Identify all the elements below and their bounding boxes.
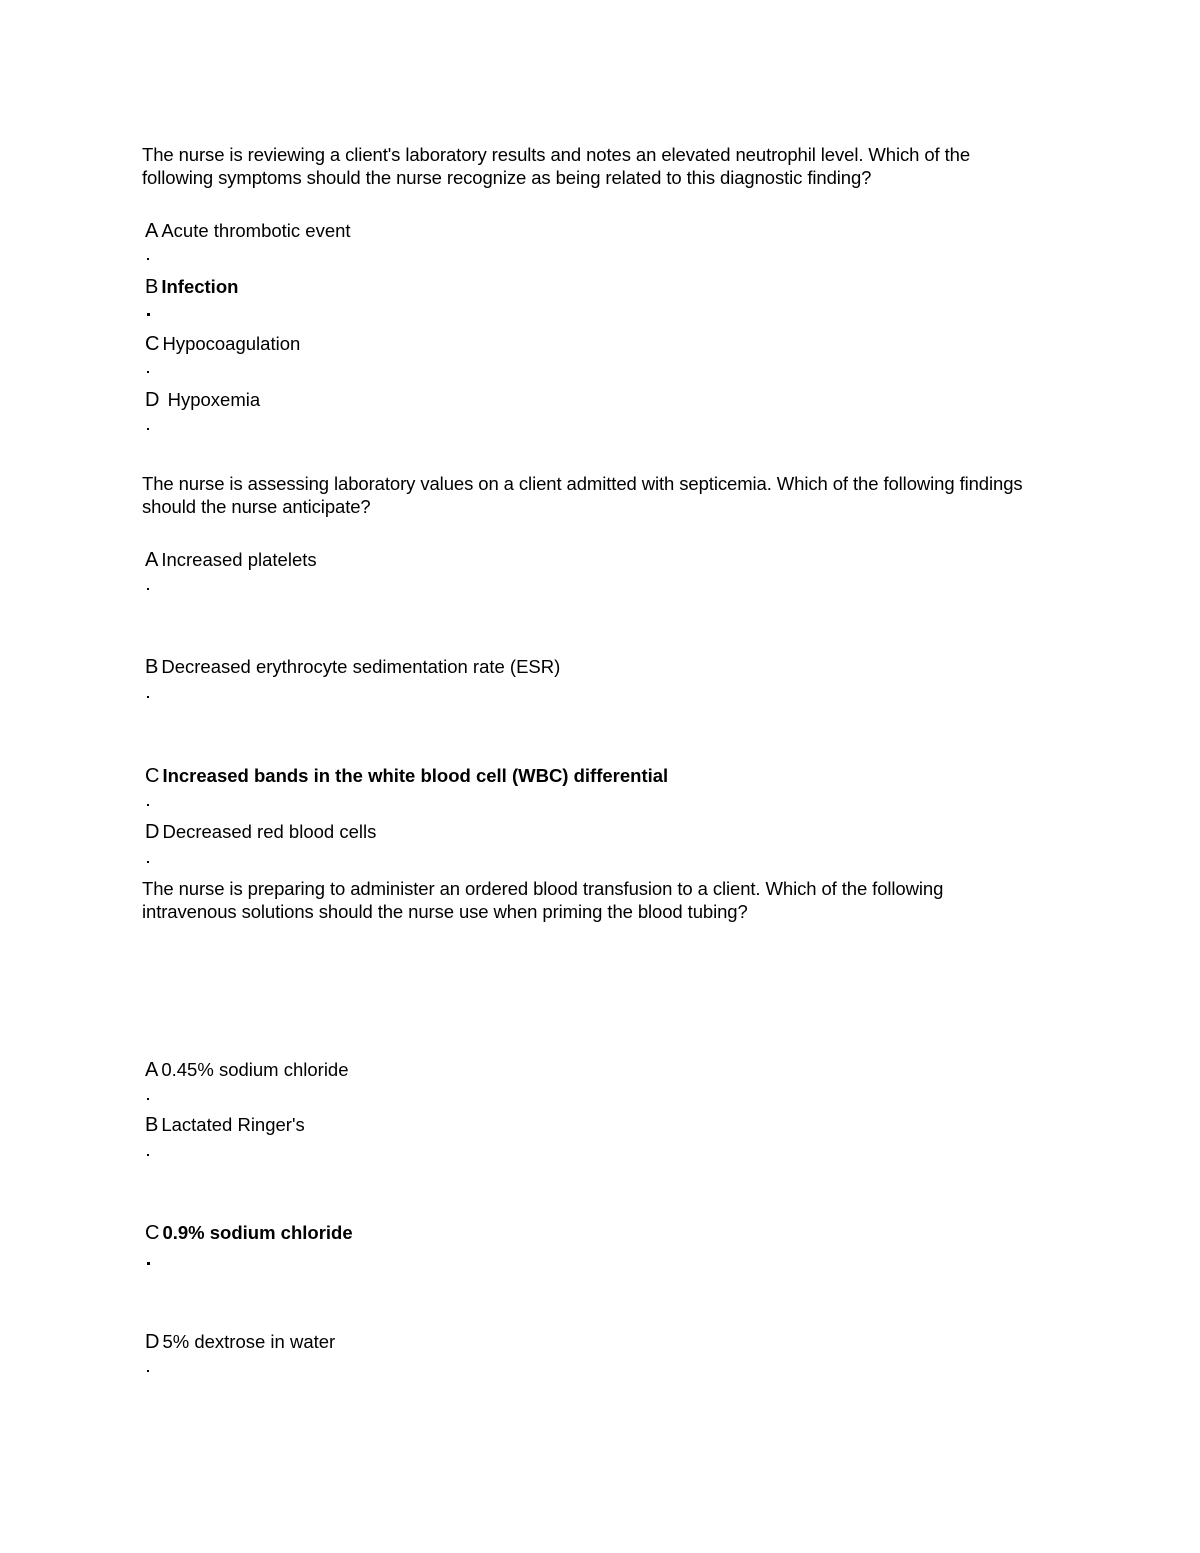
option-text: Hypocoagulation xyxy=(162,333,301,354)
option-text: Infection xyxy=(161,276,239,297)
option-letter: A xyxy=(145,1059,159,1081)
option-text: Hypoxemia xyxy=(162,389,261,410)
option-letter: A xyxy=(145,549,159,571)
option-text: Decreased red blood cells xyxy=(162,821,377,842)
question-1-option-a xyxy=(145,220,351,242)
bullet-dot xyxy=(147,1098,149,1100)
bullet-dot xyxy=(147,258,149,260)
option-letter: D xyxy=(145,389,160,411)
question-3-option-b xyxy=(145,1114,305,1136)
question-3-option-c xyxy=(145,1222,353,1244)
bullet-dot xyxy=(147,804,149,806)
bullet-dot xyxy=(147,1262,150,1265)
bullet-dot xyxy=(147,371,149,373)
bullet-dot xyxy=(147,696,149,698)
bullet-dot xyxy=(147,588,149,590)
question-2-option-d xyxy=(145,821,376,843)
option-letter: B xyxy=(145,656,159,678)
option-letter: A xyxy=(145,220,159,242)
option-letter: D xyxy=(145,1331,160,1353)
question-2-option-c xyxy=(145,765,668,787)
option-letter: B xyxy=(145,1114,159,1136)
option-text: 0.45% sodium chloride xyxy=(161,1059,349,1080)
option-text: Decreased erythrocyte sedimentation rate (ESR) xyxy=(161,656,561,677)
bullet-dot xyxy=(147,1154,149,1156)
bullet-dot xyxy=(147,428,149,430)
question-2-option-b xyxy=(145,656,560,678)
question-1-option-b xyxy=(145,276,238,298)
question-3-option-d xyxy=(145,1331,335,1353)
question-1-option-d xyxy=(145,389,260,411)
option-letter: C xyxy=(145,333,160,355)
option-text: 0.9% sodium chloride xyxy=(162,1222,353,1243)
option-text: Increased bands in the white blood cell (WBC) differential xyxy=(162,765,669,786)
question-2-option-a xyxy=(145,549,317,571)
option-letter: C xyxy=(145,765,160,787)
option-text: Acute thrombotic event xyxy=(161,220,351,241)
option-letter: C xyxy=(145,1222,160,1244)
question-1-stem: The nurse is reviewing a client's laboratory results and notes an elevated neutrophil level. Which of the following symptoms should the nurse recognize as being related to this diagnostic finding? xyxy=(142,144,971,188)
question-3-stem: The nurse is preparing to administer an ordered blood transfusion to a client. Which of the following intravenous solutions should the nurse use when priming the blood tubing? xyxy=(142,878,944,922)
question-2-stem: The nurse is assessing laboratory values on a client admitted with septicemia. Which of the following findings should the nurse anticipate? xyxy=(142,473,1023,517)
option-letter: B xyxy=(145,276,159,298)
bullet-dot xyxy=(147,313,150,316)
option-text: Increased platelets xyxy=(161,549,317,570)
option-letter: D xyxy=(145,821,160,843)
question-1-option-c xyxy=(145,333,300,355)
bullet-dot xyxy=(147,1370,149,1372)
bullet-dot xyxy=(147,861,149,863)
option-text: Lactated Ringer's xyxy=(161,1114,305,1135)
option-text: 5% dextrose in water xyxy=(162,1331,336,1352)
question-3-option-a xyxy=(145,1059,349,1081)
